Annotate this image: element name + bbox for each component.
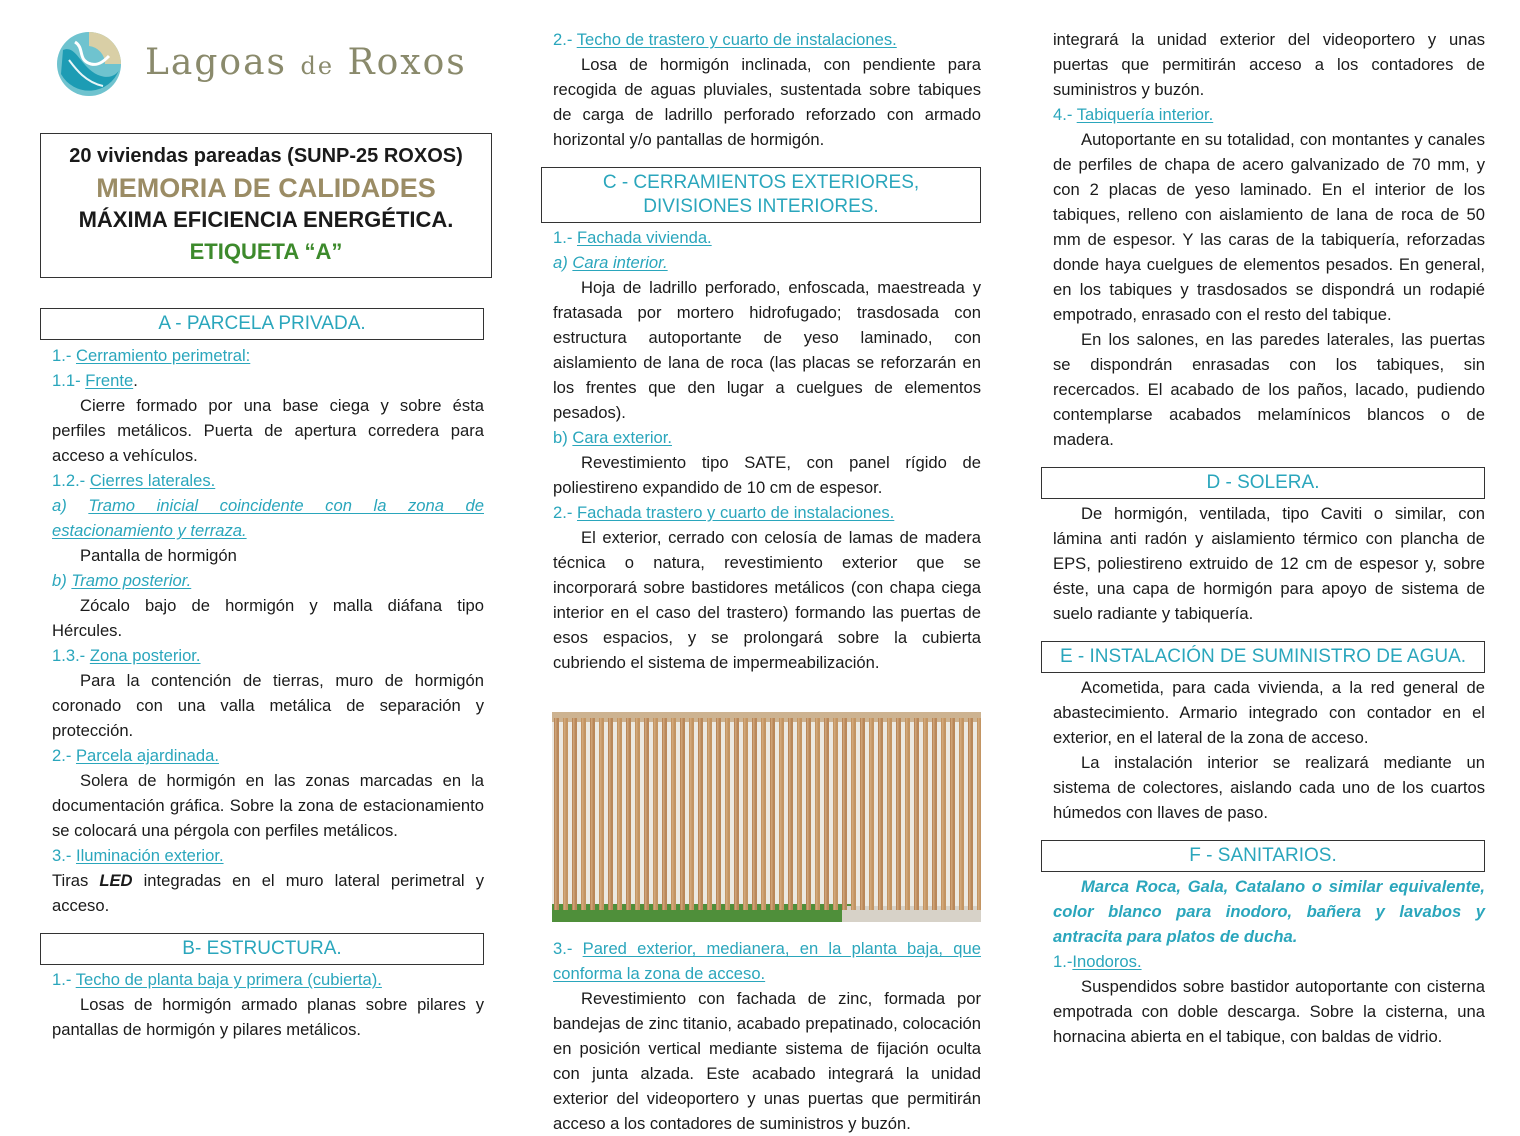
item-heading: a) Cara interior. <box>553 253 668 272</box>
fence-slat-highlight <box>744 718 746 910</box>
fence-slat-highlight <box>762 718 764 910</box>
fence-slat-highlight <box>717 718 719 910</box>
paragraph: Para la contención de tierras, muro de hormigón coronado con una valla metálica de separación y protección. <box>52 671 484 740</box>
fence-slat-highlight <box>861 718 863 910</box>
energy-label: ETIQUETA “A” <box>189 239 343 264</box>
item-heading: 1.3.- Zona posterior. <box>52 646 201 665</box>
fence-slat-highlight <box>780 718 782 910</box>
fence-slat-highlight <box>636 718 638 910</box>
paragraph: Cierre formado por una base ciega y sobre ésta perfiles metálicos. Puerta de apertura corredera para acceso a vehículos. <box>52 396 484 465</box>
fence-slat-highlight <box>825 718 827 910</box>
page-title: MEMORIA DE CALIDADES <box>96 173 436 203</box>
fence-slat-highlight <box>843 718 845 910</box>
item-heading: 1.- Techo de planta baja y primera (cubierta). <box>52 970 382 989</box>
fence-slat-highlight <box>618 718 620 910</box>
fence-slat-highlight <box>690 718 692 910</box>
title-box <box>40 133 492 278</box>
fence-slat-highlight <box>573 718 575 910</box>
fence-slat-highlight <box>672 718 674 910</box>
paragraph: Tiras LED integradas en el muro lateral perimetral y acceso. <box>52 871 484 915</box>
item-heading: 1.2.- Cierres laterales. <box>52 471 216 490</box>
item-heading: 4.- Tabiquería interior. <box>1053 105 1214 124</box>
fence-slat-highlight <box>609 718 611 910</box>
paragraph: De hormigón, ventilada, tipo Caviti o similar, con lámina anti radón y aislamiento térmico con plancha de EPS, poliestireno extruido de 12 cm de espesor y, sobre éste, una capa de hormigón para apoyo de sistema de suelo radiante y tabiquería. <box>1053 504 1485 623</box>
section-heading-b: B- ESTRUCTURA. <box>40 933 484 965</box>
item-heading: 1.- Fachada vivienda. <box>553 228 712 247</box>
paragraph: Autoportante en su totalidad, con montantes y canales de perfiles de chapa de acero galvanizado de 70 mm, y con 2 placas de yeso laminado. En el interior de los tabiques, relleno con aislamiento de lana de roca de 50 mm de espesor. Y las caras de la tabiquería, reforzadas donde haya cuelgues de elementos pesados. En general, en los tabiques y trasdosados se dispondrá un rodapié empotrado, enrasado con el resto del tabique. <box>1053 130 1485 324</box>
section-heading-e: E - INSTALACIÓN DE SUMINISTRO DE AGUA. <box>1041 641 1485 673</box>
fence-slat-highlight <box>654 718 656 910</box>
column-middle <box>541 27 981 675</box>
paragraph: Revestimiento tipo SATE, con panel rígido de poliestireno expandido de 10 cm de espesor. <box>553 453 981 497</box>
section-heading-a: A - PARCELA PRIVADA. <box>40 308 484 340</box>
item-heading: a) Tramo inicial coincidente con la zona de estacionamiento y terraza. <box>52 496 484 540</box>
item-heading: 1.-Inodoros. <box>1053 952 1142 971</box>
paragraph: Hoja de ladrillo perforado, enfoscada, maestreada y fratasada por mortero hidrofugado; trasdosada con estructura autoportante de yeso laminado, con aislamiento de lana de roca (las placas se reforzarán en los frentes que den lugar a cuelgues de elementos pesados). <box>553 278 981 422</box>
paragraph-brands: Marca Roca, Gala, Catalano o similar equivalente, color blanco para inodoro, bañera y lavabos y antracita para platos de ducha. <box>1053 877 1485 946</box>
item-heading: 1.- Cerramiento perimetral: <box>52 346 251 365</box>
fence-slat-highlight <box>879 718 881 910</box>
column-left <box>40 308 484 1042</box>
fence-slat-highlight <box>978 718 980 910</box>
fence-slat-highlight <box>816 718 818 910</box>
paragraph: La instalación interior se realizará mediante un sistema de colectores, aislando cada uno de los cuartos húmedos con llaves de paso. <box>1053 753 1485 822</box>
fence-slat-highlight <box>807 718 809 910</box>
fence-slat-highlight <box>699 718 701 910</box>
item-heading: 1.1- Frente. <box>52 371 138 390</box>
paragraph: Acometida, para cada vivienda, a la red general de abastecimiento. Armario integrado con contador en el exterior, en el lateral de la zona de acceso. <box>1053 678 1485 747</box>
project-subtitle: 20 viviendas pareadas (SUNP-25 ROXOS) <box>69 145 463 167</box>
logo-emblem-icon <box>55 30 123 98</box>
item-heading: 2.- Fachada trastero y cuarto de instalaciones. <box>553 503 895 522</box>
section-heading-d: D - SOLERA. <box>1041 467 1485 499</box>
item-heading: 2.- Techo de trastero y cuarto de instalaciones. <box>553 30 897 49</box>
fence-slat-highlight <box>933 718 935 910</box>
fence-slat-highlight <box>969 718 971 910</box>
item-heading: 3.- Pared exterior, medianera, en la planta baja, que conforma la zona de acceso. <box>553 939 981 983</box>
item-heading: 2.- Parcela ajardinada. <box>52 746 219 765</box>
fence-slat-highlight <box>915 718 917 910</box>
fence-slat-highlight <box>924 718 926 910</box>
fence-slat-highlight <box>906 718 908 910</box>
fence-slat-highlight <box>555 718 557 910</box>
fence-slat-highlight <box>564 718 566 910</box>
fence-slat-highlight <box>789 718 791 910</box>
fence-slat-highlight <box>600 718 602 910</box>
fence-slat-highlight <box>771 718 773 910</box>
paragraph: Solera de hormigón en las zonas marcadas en la documentación gráfica. Sobre la zona de estacionamiento se colocará una pérgola con perfiles metálicos. <box>52 771 484 840</box>
fence-slat-highlight <box>735 718 737 910</box>
paragraph: Revestimiento con fachada de zinc, formada por bandejas de zinc titanio, acabado prepatinado, colocación en posición vertical mediante sistema de fijación oculta con junta alzada. Este acabado integrará la unidad exterior del videoportero y unas puertas que permitirán acceso a los contadores de suministros y buzón. <box>553 989 981 1133</box>
fence-slat-highlight <box>960 718 962 910</box>
logo-wordmark: Lagoas de Roxos <box>145 42 467 83</box>
fence-slat-highlight <box>888 718 890 910</box>
fence-slat-highlight <box>852 718 854 910</box>
section-heading-c: C - CERRAMIENTOS EXTERIORES, DIVISIONES INTERIORES. <box>541 167 981 223</box>
paragraph: En los salones, en las paredes laterales, las puertas se dispondrán enrasadas con los tabiques, sin recercados. El acabado de los paños, lacado, pudiendo contemplarse acabados melamínicos blancos o de madera. <box>1053 330 1485 449</box>
item-heading: 3.- Iluminación exterior. <box>52 846 224 865</box>
column-right-content <box>1041 27 1485 102</box>
paragraph: Suspendidos sobre bastidor autoportante con cisterna empotrada con doble descarga. Sobre la cisterna, una hornacina abierta en el tabique, con baldas de vidrio. <box>1053 977 1485 1046</box>
fence-slat-highlight <box>708 718 710 910</box>
column-right-main <box>1041 102 1485 1049</box>
fence-slat-highlight <box>951 718 953 910</box>
paragraph: El exterior, cerrado con celosía de lamas de madera técnica o natura, revestimiento exterior que se incorporará sobre bastidores metálicos (con chapa ciega interior en el caso del trastero) formando las puertas de esos espacios, y se prolongará sobre la cubierta cubriendo el sistema de impermeabilización. <box>553 528 981 672</box>
fence-slat-highlight <box>663 718 665 910</box>
fence-slat-highlight <box>591 718 593 910</box>
fence-slat-highlight <box>798 718 800 910</box>
fence-slat-highlight <box>897 718 899 910</box>
brand-logo <box>55 28 495 100</box>
item-heading: b) Tramo posterior. <box>52 571 192 590</box>
item-heading: b) Cara exterior. <box>553 428 672 447</box>
fence-slat-highlight <box>645 718 647 910</box>
fence-slat-highlight <box>870 718 872 910</box>
fence-slat-highlight <box>726 718 728 910</box>
fence-slat-highlight <box>681 718 683 910</box>
wood-slat-fence-photo <box>552 712 981 922</box>
paragraph-continuation: integrará la unidad exterior del videoportero y unas puertas que permitirán acceso a los contadores de suministros y buzón. <box>1053 30 1485 99</box>
fence-slat-highlight <box>834 718 836 910</box>
fence-slat-highlight <box>582 718 584 910</box>
paragraph: Zócalo bajo de hormigón y malla diáfana tipo Hércules. <box>52 596 484 640</box>
efficiency-heading: MÁXIMA EFICIENCIA ENERGÉTICA. <box>78 207 454 232</box>
fence-slat-highlight <box>753 718 755 910</box>
section-heading-f: F - SANITARIOS. <box>1041 840 1485 872</box>
fence-slat-highlight <box>942 718 944 910</box>
fence-slat-highlight <box>627 718 629 910</box>
column-middle-lower <box>541 936 981 1136</box>
paragraph: Losas de hormigón armado planas sobre pilares y pantallas de hormigón y pilares metálicos. <box>52 995 484 1039</box>
paragraph: Pantalla de hormigón <box>80 546 237 565</box>
paragraph: Losa de hormigón inclinada, con pendiente para recogida de aguas pluviales, sustentada sobre tabiques de carga de ladrillo perforado reforzado con armado horizontal y/o pantallas de hormigón. <box>553 55 981 149</box>
fence-illustration <box>552 712 981 922</box>
